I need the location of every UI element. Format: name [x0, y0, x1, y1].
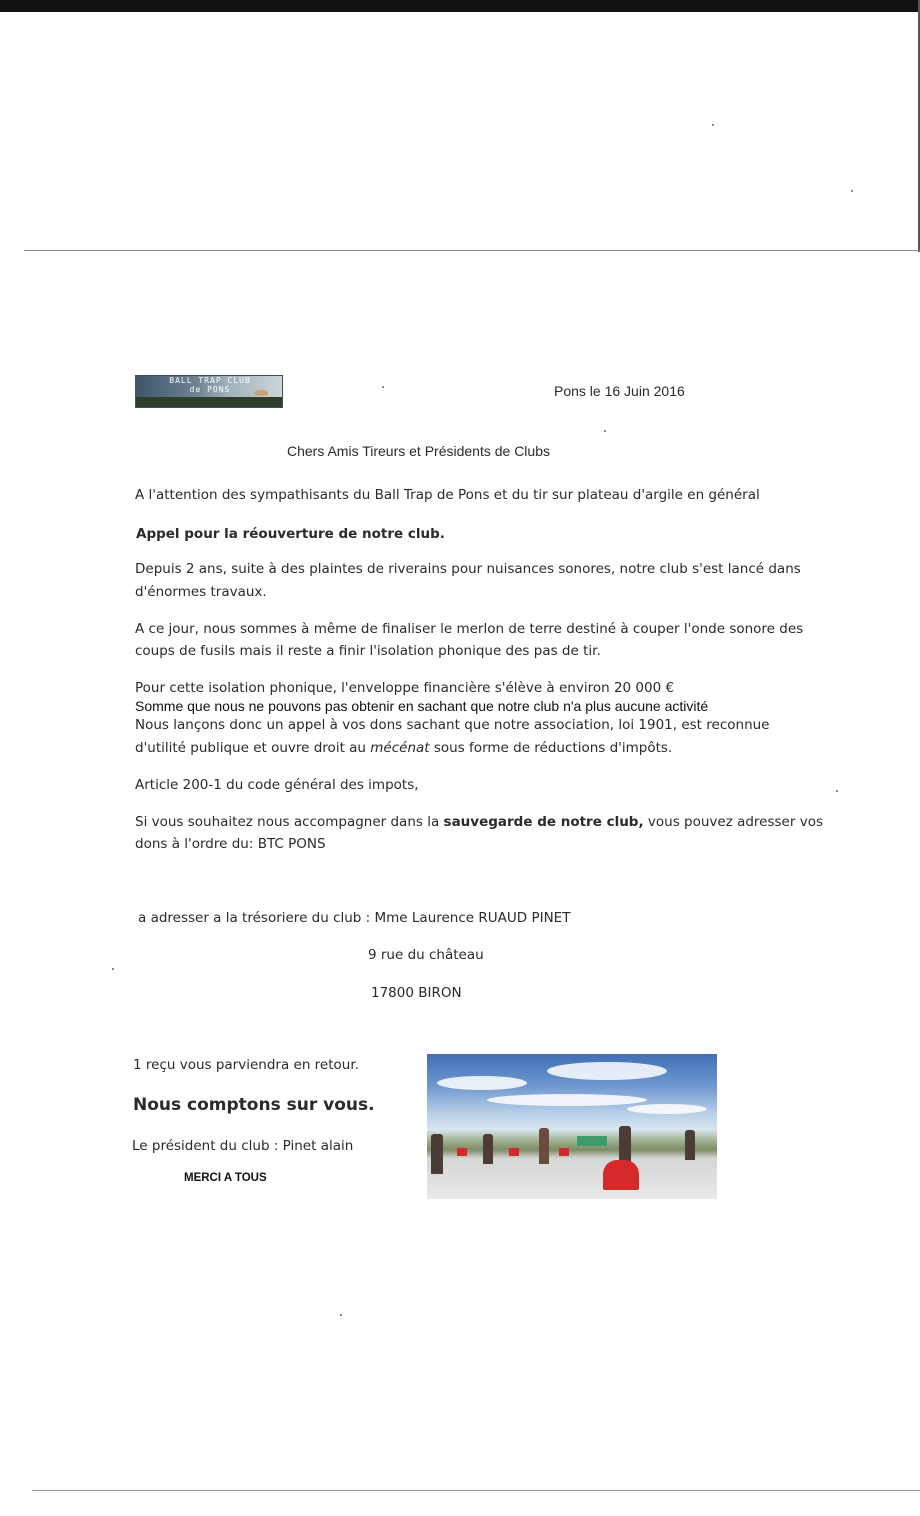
address-city: 17800 BIRON	[371, 985, 462, 1001]
shooter-figure	[539, 1128, 549, 1164]
trap-marker	[509, 1148, 519, 1156]
trap-house	[577, 1136, 607, 1146]
mecenat-word: mécénat	[370, 740, 430, 756]
seated-spectator	[603, 1160, 639, 1190]
shooter-figure	[685, 1130, 695, 1160]
scan-speck	[604, 430, 606, 432]
attention-line: A l'attention des sympathisants du Ball Trap de Pons et du tir sur plateau d'argile en général	[135, 487, 760, 503]
para3-line1: Pour cette isolation phonique, l'enveloppe financière s'élève à environ 20 000 €	[135, 680, 675, 696]
scan-speck	[112, 968, 114, 970]
para2-line1: A ce jour, nous sommes à même de finaliser le merlon de terre destiné à couper l'onde sonore des	[135, 621, 804, 637]
para3-line4-post: sous forme de réductions d'impôts.	[429, 740, 673, 756]
scan-speck	[712, 124, 714, 126]
scan-speck	[851, 190, 853, 192]
logo-text	[140, 376, 280, 394]
para1-line1: Depuis 2 ans, suite à des plaintes de riverains pour nuisances sonores, notre club s'est lancé dans	[135, 561, 801, 577]
support-post: vous pouvez adresser vos	[643, 814, 823, 830]
page-bottom-edge	[32, 1490, 920, 1491]
scan-speck	[382, 386, 384, 388]
article-reference: Article 200-1 du code général des impots,	[135, 777, 419, 793]
closing-line: Nous comptons sur vous.	[133, 1095, 375, 1115]
photo-cloud	[487, 1094, 647, 1106]
support-bold: sauvegarde de notre club,	[443, 814, 644, 830]
logo-hill	[136, 397, 282, 407]
club-logo	[135, 375, 283, 408]
photo-cloud	[437, 1076, 527, 1090]
support-pre: Si vous souhaitez nous accompagner dans la	[135, 814, 444, 830]
scan-speck	[836, 790, 838, 792]
address-intro: a adresser a la trésoriere du club : Mme Laurence RUAUD PINET	[138, 910, 571, 926]
photo-cloud	[627, 1104, 707, 1114]
trap-marker	[457, 1148, 467, 1156]
para3-line4	[135, 739, 672, 757]
logo-line-2: de PONS	[189, 385, 231, 394]
scan-speck	[340, 1314, 342, 1316]
shooter-figure	[483, 1134, 493, 1164]
shooter-figure	[431, 1134, 443, 1174]
para3-line3: Nous lançons donc un appel à vos dons sachant que notre association, loi 1901, est reconnue	[135, 717, 770, 733]
para3-line2: Somme que nous ne pouvons pas obtenir en sachant que notre club n'a plus aucune activité	[135, 698, 709, 714]
scan-edge-top	[0, 0, 920, 12]
para1-line2: d'énormes travaux.	[135, 584, 267, 600]
shooting-range-photo	[427, 1054, 717, 1199]
address-street: 9 rue du château	[368, 947, 484, 963]
logo-line-1: BALL TRAP CLUB	[169, 376, 251, 385]
salutation: Chers Amis Tireurs et Présidents de Clubs	[287, 443, 550, 459]
para3-line4-pre: d'utilité publique et ouvre droit au	[135, 740, 371, 756]
photo-cloud	[547, 1062, 667, 1080]
support-line1	[135, 813, 823, 831]
trap-marker	[559, 1148, 569, 1156]
thanks-line: MERCI A TOUS	[184, 1172, 267, 1184]
letter-date: Pons le 16 Juin 2016	[554, 383, 685, 399]
receipt-note: 1 reçu vous parviendra en retour.	[133, 1057, 359, 1073]
president-signature: Le président du club : Pinet alain	[132, 1138, 354, 1154]
support-line2: dons à l'ordre du: BTC PONS	[135, 836, 326, 852]
appeal-title: Appel pour la réouverture de notre club.	[136, 526, 445, 542]
fold-line	[24, 250, 920, 251]
para2-line2: coups de fusils mais il reste a finir l'isolation phonique des pas de tir.	[135, 643, 601, 659]
